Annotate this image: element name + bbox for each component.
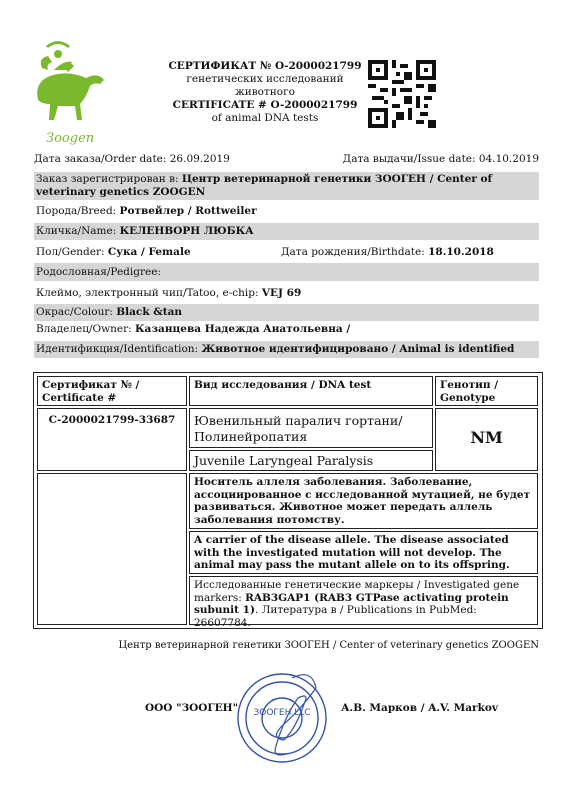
company-stamp (232, 668, 332, 768)
title-line-5: of animal DNA tests (211, 112, 319, 124)
title-line-3: животного (235, 86, 295, 98)
logo-text: Зооgen (46, 131, 95, 146)
colour-row (34, 304, 539, 321)
zoogen-logo (28, 38, 118, 150)
breed-label: Порода/Breed: (36, 205, 120, 217)
signer-name: А.В. Марков / A.V. Markov (341, 702, 498, 714)
name-value: КЕЛЕНВОРН ЛЮБКА (119, 225, 254, 237)
organization-name: ООО "ЗООГЕН" (145, 702, 239, 714)
title-line-1: СЕРТИФИКАТ № О-2000021799 (168, 60, 362, 72)
breed-value: Ротвейлер / Rottweiler (119, 205, 257, 217)
tattoo-value: VEJ 69 (261, 287, 302, 299)
pedigree-label: Родословная/Pedigree: (36, 266, 161, 278)
birth-value: 18.10.2018 (428, 246, 494, 258)
registered-label: Заказ зарегистрирован в: (36, 173, 182, 185)
description-en: A carrier of the disease allele. The disease associated with the investigated mutation will not develop. The animal may pass the mutant allele on to its offspring. (189, 531, 538, 574)
issue-date: Дата выдачи/Issue date: 04.10.2019 (342, 153, 539, 165)
markers-gene: RAB3GAP1 (RAB3 GTPase activating protein subunit 1) (194, 591, 509, 616)
title-line-2: генетических исследований (186, 73, 344, 85)
markers-suffix: . Литература в / Publications in PubMed: 26607784. (194, 604, 477, 629)
col-header-test: Вид исследования / DNA test (189, 376, 433, 406)
qr-code (368, 60, 436, 128)
owner-row (34, 323, 543, 336)
certificate-title (160, 60, 370, 125)
test-name-en: Juvenile Laryngeal Paralysis (189, 450, 433, 471)
registered-value: Центр ветеринарной генетики ЗООГЕН / Center of veterinary genetics ZOOGEN (36, 173, 493, 198)
tattoo-row (34, 287, 543, 300)
registered-row (34, 172, 539, 200)
order-date: Дата заказа/Order date: 26.09.2019 (34, 153, 230, 165)
gene-markers (189, 576, 538, 629)
owner-value: Казанцева Надежда Анатольевна / (134, 323, 351, 335)
col-header-certificate: Сертификат № / Certificate # (37, 376, 187, 406)
identification-row (34, 341, 539, 358)
dates-row (34, 153, 539, 166)
name-label: Кличка/Name: (36, 225, 120, 237)
results-table (33, 372, 543, 629)
ident-label: Идентификция/Identification: (36, 343, 202, 355)
certificate-number: С-2000021799-33687 (37, 408, 187, 471)
ident-value: Животное идентифицировано / Animal is identified (201, 343, 515, 355)
footer-center: Центр ветеринарной генетики ЗООГЕН / Center of veterinary genetics ZOOGEN (118, 640, 539, 651)
description-ru: Носитель аллеля заболевания. Заболевание, ассоциированное с исследованной мутацией, не будет развиваться. Животное может передать аллель заболевания потомству. (189, 473, 538, 529)
stamp-text: ЗООГЕН LLC (253, 708, 311, 718)
tattoo-label: Клеймо, электронный чип/Tatoo, e-chip: (36, 287, 262, 299)
gender-row (34, 246, 543, 259)
colour-label: Окрас/Colour: (36, 306, 117, 318)
name-row (34, 223, 539, 240)
owner-label: Владелец/Owner: (36, 323, 135, 335)
genotype-value: NM (435, 408, 538, 471)
gender-label: Пол/Gender: (36, 246, 108, 258)
markers-prefix: Исследованные генетические маркеры / Investigated gene markers: (194, 579, 520, 604)
test-name-ru: Ювенильный паралич гортани/Полинейропатия (189, 408, 433, 448)
gender-value: Сука / Female (107, 246, 191, 258)
birth-label: Дата рождения/Birthdate: (281, 246, 429, 258)
colour-value: Black &tan (116, 306, 183, 318)
col-header-genotype: Генотип / Genotype (435, 376, 538, 406)
breed-row (34, 205, 543, 218)
pedigree-row (34, 263, 539, 281)
empty-cell (37, 473, 187, 625)
title-line-4: CERTIFICATE # O-2000021799 (172, 99, 358, 111)
